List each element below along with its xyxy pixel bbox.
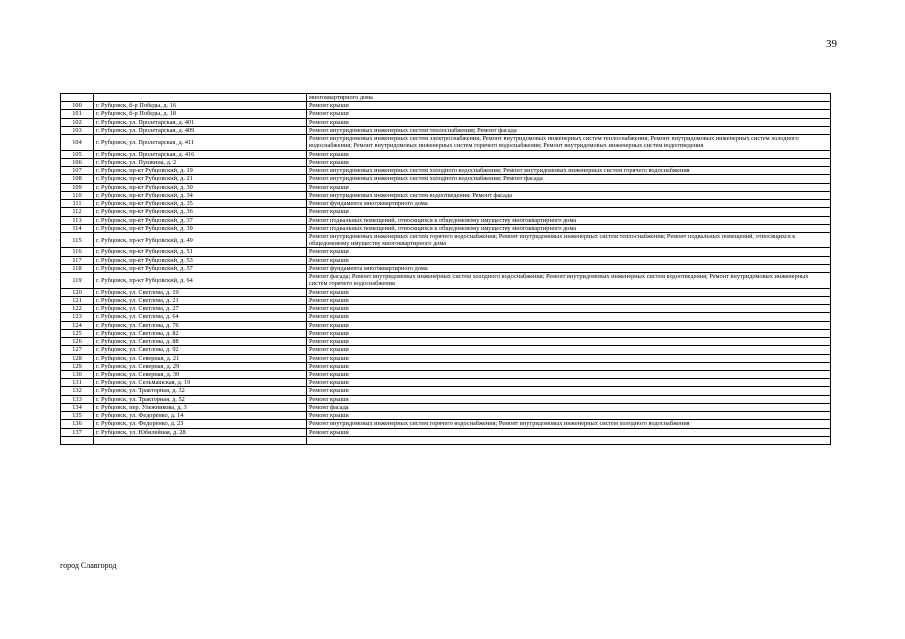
table-row xyxy=(61,321,831,329)
row-works: Ремонт внутридомовых инженерных систем теплоснабжения; Ремонт фасада xyxy=(307,126,831,134)
row-address: г. Рубцовск, пр-кт Рубцовский, д. 49 xyxy=(94,232,307,247)
row-works: Ремонт крыши xyxy=(307,395,831,403)
table-row xyxy=(61,362,831,370)
row-num xyxy=(61,436,94,444)
row-address: г. Рубцовск, пр-кт Рубцовский, д. 35 xyxy=(94,200,307,208)
row-works: Ремонт внутридомовых инженерных систем водоотведения; Ремонт фасада xyxy=(307,191,831,199)
row-address: г. Рубцовск, пр-кт Рубцовский, д. 64 xyxy=(94,273,307,288)
row-number: 103 xyxy=(61,126,94,134)
row-address: г. Рубцовск, ул. Светлова, д. 92 xyxy=(94,346,307,354)
row-works: Ремонт крыши xyxy=(307,362,831,370)
row-address: г. Рубцовск, ул. Федоренко, д. 23 xyxy=(94,420,307,428)
row-number: 120 xyxy=(61,288,94,296)
row-works: Ремонт крыши xyxy=(307,118,831,126)
row-works: Ремонт крыши xyxy=(307,428,831,436)
row-works: Ремонт крыши xyxy=(307,296,831,304)
row-address: г. Рубцовск, ул. Северная, д. 30 xyxy=(94,370,307,378)
row-works: Ремонт крыши xyxy=(307,387,831,395)
row-address: г. Рубцовск, пр-кт Рубцовский, д. 53 xyxy=(94,256,307,264)
row-number: 134 xyxy=(61,403,94,411)
row-works: Ремонт крыши xyxy=(307,321,831,329)
row-number: 113 xyxy=(61,216,94,224)
row-works: Ремонт крыши xyxy=(307,158,831,166)
row-number: 111 xyxy=(61,200,94,208)
row-number: 137 xyxy=(61,428,94,436)
row-number: 135 xyxy=(61,412,94,420)
row-works: Ремонт крыши xyxy=(307,379,831,387)
row-works: Ремонт крыши xyxy=(307,329,831,337)
row-number: 130 xyxy=(61,370,94,378)
row-works: Ремонт внутридомовых инженерных систем горячего водоснабжения; Ремонт внутридомовых инженерных систем теплоснабжения; Ремонт подвальных помещений, относящихся к общедомовому имуществу многоквартирного дома xyxy=(307,232,831,247)
table-row xyxy=(61,264,831,272)
table-row xyxy=(61,428,831,436)
row-address: г. Рубцовск, пр-кт Рубцовский, д. 30 xyxy=(94,183,307,191)
table-row xyxy=(61,420,831,428)
table-row-empty xyxy=(61,436,831,444)
row-number: 133 xyxy=(61,395,94,403)
row-works: Ремонт крыши xyxy=(307,370,831,378)
table-row xyxy=(61,175,831,183)
row-number: 107 xyxy=(61,167,94,175)
row-address: г. Рубцовск, ул. Тракторная, д. 32 xyxy=(94,387,307,395)
row-works: Ремонт крыши xyxy=(307,412,831,420)
row-address: г. Рубцовск, пр-кт Рубцовский, д. 36 xyxy=(94,208,307,216)
row-works: Ремонт крыши xyxy=(307,150,831,158)
row-address: г. Рубцовск, ул. Светлова, д. 64 xyxy=(94,313,307,321)
row-number: 121 xyxy=(61,296,94,304)
row-works: Ремонт крыши xyxy=(307,256,831,264)
row-works: Ремонт крыши xyxy=(307,208,831,216)
row-address: г. Рубцовск, пер. Улежникова, д. 3 xyxy=(94,403,307,411)
row-address: г. Рубцовск, ул. Пролетарская, д. 416 xyxy=(94,150,307,158)
row-address: г. Рубцовск, б-р Победы, д. 16 xyxy=(94,102,307,110)
row-number xyxy=(61,94,94,102)
row-address: г. Рубцовск, ул. Пролетарская, д. 401 xyxy=(94,118,307,126)
row-address: г. Рубцовск, ул. Светлова, д. 76 xyxy=(94,321,307,329)
row-works: Ремонт фундамента многоквартирного дома xyxy=(307,200,831,208)
table-row xyxy=(61,208,831,216)
row-address: г. Рубцовск, ул. Светлова, д. 19 xyxy=(94,288,307,296)
row-works: Ремонт подвальных помещений, относящихся к общедомовому имуществу многоквартирного дома xyxy=(307,216,831,224)
row-address: г. Рубцовск, пр-кт Рубцовский, д. 21 xyxy=(94,175,307,183)
row-number: 116 xyxy=(61,248,94,256)
row-works: Ремонт внутридомовых инженерных систем электроснабжения; Ремонт внутридомовых инженерных систем теплоснабжения; Ремонт внутридомовых инженерных систем холодного водоснабжения; Ремонт внутридомовых инженерных систем горячего водоснабжения; Ремонт внутридомовых инженерных систем водоотведения xyxy=(307,135,831,150)
row-works: Ремонт крыши xyxy=(307,354,831,362)
table-row xyxy=(61,102,831,110)
row-number: 136 xyxy=(61,420,94,428)
table-row xyxy=(61,183,831,191)
row-number: 108 xyxy=(61,175,94,183)
row-address: г. Рубцовск, пр-кт Рубцовский, д. 39 xyxy=(94,224,307,232)
row-number: 104 xyxy=(61,135,94,150)
row-address: г. Рубцовск, ул. Пролетарская, д. 409 xyxy=(94,126,307,134)
table-row xyxy=(61,329,831,337)
table-row xyxy=(61,305,831,313)
table-row xyxy=(61,232,831,247)
row-address: г. Рубцовск, ул. Федоренко, д. 14 xyxy=(94,412,307,420)
table-row xyxy=(61,248,831,256)
table-row xyxy=(61,150,831,158)
row-number: 127 xyxy=(61,346,94,354)
table-row xyxy=(61,412,831,420)
row-number: 109 xyxy=(61,183,94,191)
row-address: г. Рубцовск, ул. Пролетарская, д. 411 xyxy=(94,135,307,150)
row-address: г. Рубцовск, б-р Победы, д. 18 xyxy=(94,110,307,118)
table-row xyxy=(61,191,831,199)
row-works: Ремонт крыши xyxy=(307,346,831,354)
table-row xyxy=(61,256,831,264)
city-heading: город Славгород xyxy=(60,561,117,570)
page-number: 39 xyxy=(826,38,837,50)
row-address: г. Рубцовск, ул. Светлова, д. 27 xyxy=(94,305,307,313)
row-address: г. Рубцовск, пр-кт Рубцовский, д. 34 xyxy=(94,191,307,199)
row-works: Ремонт внутридомовых инженерных систем холодного водоснабжения; Ремонт фасада xyxy=(307,175,831,183)
row-address: г. Рубцовск, пр-кт Рубцовский, д. 37 xyxy=(94,216,307,224)
table-row xyxy=(61,296,831,304)
table-row xyxy=(61,216,831,224)
row-works: Ремонт крыши xyxy=(307,288,831,296)
row-number: 119 xyxy=(61,273,94,288)
table-row xyxy=(61,354,831,362)
row-number: 131 xyxy=(61,379,94,387)
row-address: г. Рубцовск, ул. Светлова, д. 82 xyxy=(94,329,307,337)
row-address: г. Рубцовск, ул. Тракторная, д. 52 xyxy=(94,395,307,403)
row-address: г. Рубцовск, ул. Юбилейная, д. 28 xyxy=(94,428,307,436)
row-works: многоквартирного дома xyxy=(307,94,831,102)
row-number: 117 xyxy=(61,256,94,264)
row-number: 106 xyxy=(61,158,94,166)
row-number: 123 xyxy=(61,313,94,321)
row-address xyxy=(94,436,307,444)
row-number: 115 xyxy=(61,232,94,247)
table-body xyxy=(61,94,831,445)
repair-plan-table xyxy=(60,93,831,445)
row-number: 114 xyxy=(61,224,94,232)
row-address: г. Рубцовск, ул. Светлова, д. 21 xyxy=(94,296,307,304)
table-row xyxy=(61,158,831,166)
row-works xyxy=(307,436,831,444)
row-works: Ремонт крыши xyxy=(307,248,831,256)
table-row xyxy=(61,110,831,118)
row-address: г. Рубцовск, ул. Северная, д. 21 xyxy=(94,354,307,362)
row-number: 100 xyxy=(61,102,94,110)
table-row xyxy=(61,338,831,346)
row-works: Ремонт крыши xyxy=(307,102,831,110)
row-address: г. Рубцовск, ул. Северная, д. 29 xyxy=(94,362,307,370)
row-address: г. Рубцовск, ул. Сельмашская, д. 19 xyxy=(94,379,307,387)
row-works: Ремонт крыши xyxy=(307,183,831,191)
row-works: Ремонт внутридомовых инженерных систем горячего водоснабжения; Ремонт внутридомовых инженерных систем холодного водоснабжения xyxy=(307,420,831,428)
row-works: Ремонт фундамента многоквартирного дома xyxy=(307,264,831,272)
row-address: г. Рубцовск, пр-кт Рубцовский, д. 19 xyxy=(94,167,307,175)
row-number: 126 xyxy=(61,338,94,346)
table-row xyxy=(61,370,831,378)
table-row xyxy=(61,224,831,232)
table-row xyxy=(61,288,831,296)
row-number: 102 xyxy=(61,118,94,126)
row-number: 105 xyxy=(61,150,94,158)
row-number: 122 xyxy=(61,305,94,313)
row-number: 110 xyxy=(61,191,94,199)
table-row xyxy=(61,387,831,395)
row-number: 132 xyxy=(61,387,94,395)
table-row xyxy=(61,313,831,321)
row-number: 112 xyxy=(61,208,94,216)
row-address xyxy=(94,94,307,102)
row-works: Ремонт крыши xyxy=(307,110,831,118)
row-address: г. Рубцовск, ул. Светлова, д. 88 xyxy=(94,338,307,346)
table-row-continuation xyxy=(61,94,831,102)
table-row xyxy=(61,346,831,354)
table-row xyxy=(61,135,831,150)
row-works: Ремонт фасада; Ремонт внутридомовых инженерных систем холодного водоснабжения; Ремонт внутридомовых инженерных систем водоотведения; Ремонт внутридомовых инженерных систем горячего водоснабжения xyxy=(307,273,831,288)
row-works: Ремонт крыши xyxy=(307,313,831,321)
row-works: Ремонт внутридомовых инженерных систем холодного водоснабжения; Ремонт внутридомовых инженерных систем горячего водоснабжения xyxy=(307,167,831,175)
row-works: Ремонт крыши xyxy=(307,305,831,313)
row-number: 129 xyxy=(61,362,94,370)
row-number: 124 xyxy=(61,321,94,329)
row-number: 101 xyxy=(61,110,94,118)
table-row xyxy=(61,395,831,403)
row-works: Ремонт фасада xyxy=(307,403,831,411)
row-address: г. Рубцовск, ул. Пушкина, д. 2 xyxy=(94,158,307,166)
row-works: Ремонт крыши xyxy=(307,338,831,346)
table-row xyxy=(61,200,831,208)
table-row xyxy=(61,126,831,134)
table-row xyxy=(61,273,831,288)
table-row xyxy=(61,403,831,411)
table-row xyxy=(61,379,831,387)
row-works: Ремонт подвальных помещений, относящихся к общедомовому имуществу многоквартирного дома xyxy=(307,224,831,232)
row-number: 118 xyxy=(61,264,94,272)
row-address: г. Рубцовск, пр-кт Рубцовский, д. 51 xyxy=(94,248,307,256)
row-number: 128 xyxy=(61,354,94,362)
table-row xyxy=(61,167,831,175)
table-row xyxy=(61,118,831,126)
row-address: г. Рубцовск, пр-кт Рубцовский, д. 57 xyxy=(94,264,307,272)
row-number: 125 xyxy=(61,329,94,337)
